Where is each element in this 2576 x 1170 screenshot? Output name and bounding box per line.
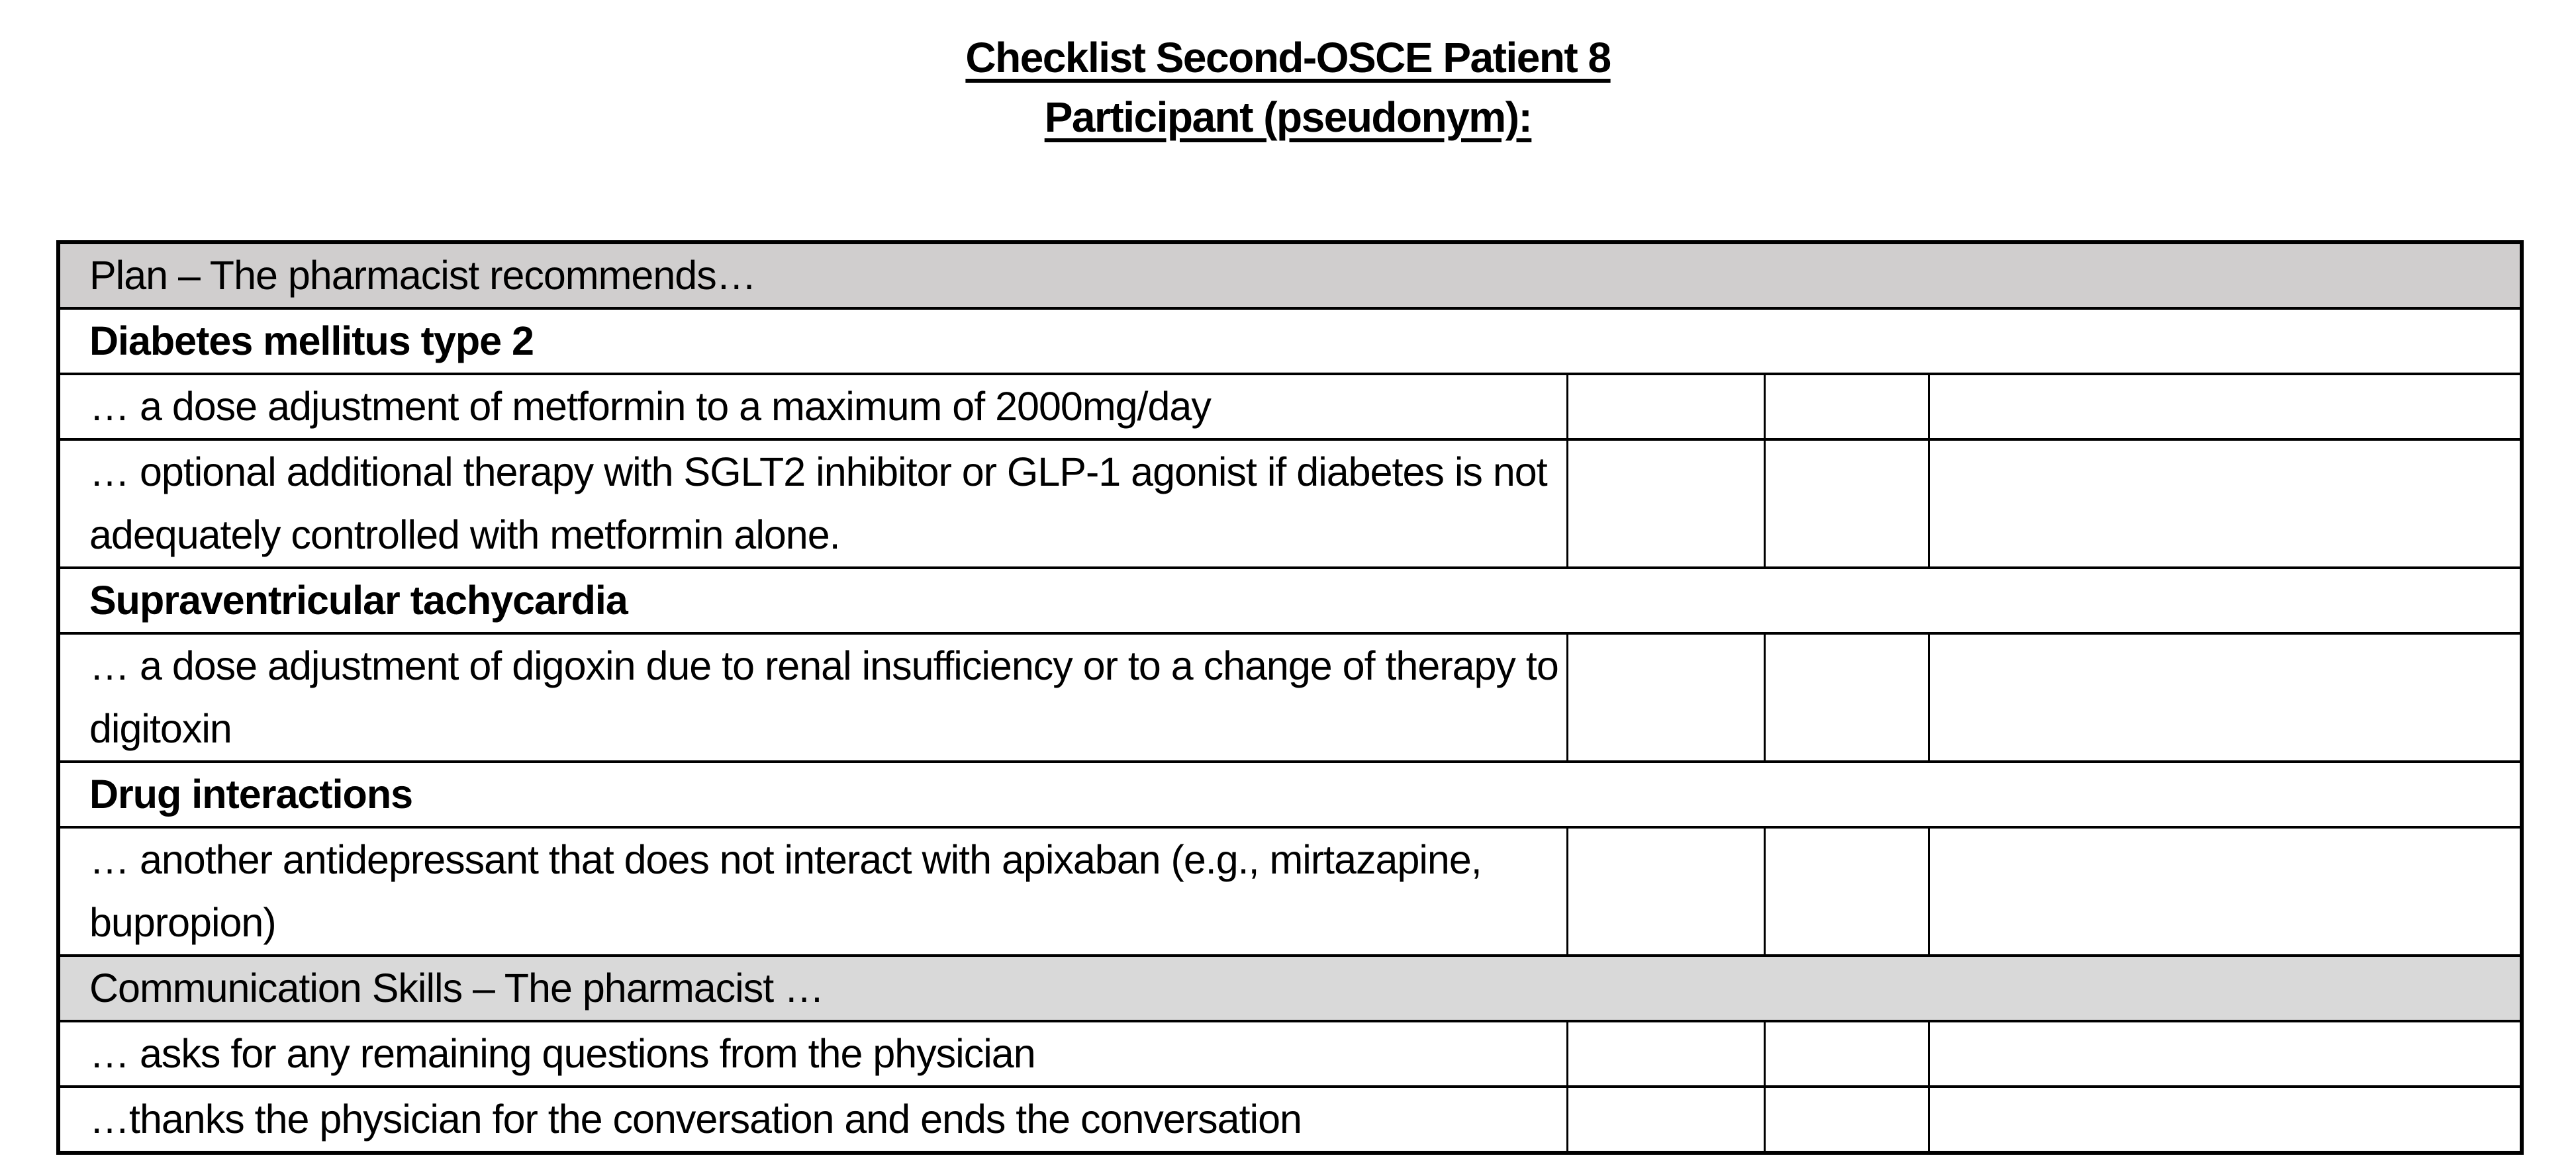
comment-cell[interactable]: [1929, 439, 2522, 568]
document-title: [0, 33, 2576, 82]
group-row-interactions: [58, 762, 2522, 827]
table-row: [58, 827, 2522, 956]
check-cell-1[interactable]: [1567, 827, 1764, 956]
participant-label: [0, 93, 2576, 142]
group-title: Drug interactions: [58, 762, 2522, 827]
check-cell-2[interactable]: [1764, 1021, 1929, 1087]
comment-cell[interactable]: [1929, 374, 2522, 439]
item-text: … a dose adjustment of metformin to a maximum of 2000mg/day: [58, 374, 1567, 439]
section-row-plan: [58, 242, 2522, 308]
table-row: [58, 374, 2522, 439]
item-text: … another antidepressant that does not interact with apixaban (e.g., mirtazapine, bupropion): [58, 827, 1567, 956]
check-cell-1[interactable]: [1567, 1021, 1764, 1087]
comment-cell[interactable]: [1929, 827, 2522, 956]
participant-label-text: Participant (pseudonym):: [1044, 93, 1532, 141]
check-cell-1[interactable]: [1567, 633, 1764, 762]
group-title: Supraventricular tachycardia: [58, 568, 2522, 633]
check-cell-2[interactable]: [1764, 1087, 1929, 1153]
table-row: [58, 633, 2522, 762]
item-text: … a dose adjustment of digoxin due to renal insufficiency or to a change of therapy to digitoxin: [58, 633, 1567, 762]
check-cell-2[interactable]: [1764, 827, 1929, 956]
check-cell-2[interactable]: [1764, 439, 1929, 568]
check-cell-2[interactable]: [1764, 633, 1929, 762]
item-text: … asks for any remaining questions from the physician: [58, 1021, 1567, 1087]
comment-cell[interactable]: [1929, 1087, 2522, 1153]
comment-cell[interactable]: [1929, 1021, 2522, 1087]
group-row-diabetes: [58, 308, 2522, 374]
section-heading: Plan – The pharmacist recommends…: [58, 242, 2522, 308]
check-cell-1[interactable]: [1567, 439, 1764, 568]
item-text: … optional additional therapy with SGLT2 inhibitor or GLP-1 agonist if diabetes is not adequately controlled with metformin alone.: [58, 439, 1567, 568]
check-cell-1[interactable]: [1567, 374, 1764, 439]
title-text: Checklist Second-OSCE Patient 8: [965, 34, 1611, 81]
group-row-svt: [58, 568, 2522, 633]
table-row: [58, 439, 2522, 568]
check-cell-2[interactable]: [1764, 374, 1929, 439]
group-title: Diabetes mellitus type 2: [58, 308, 2522, 374]
section-row-communication: [58, 956, 2522, 1021]
checklist-table: [56, 240, 2524, 1155]
table-row: [58, 1087, 2522, 1153]
check-cell-1[interactable]: [1567, 1087, 1764, 1153]
comment-cell[interactable]: [1929, 633, 2522, 762]
item-text: …thanks the physician for the conversation and ends the conversation: [58, 1087, 1567, 1153]
section-heading: Communication Skills – The pharmacist …: [58, 956, 2522, 1021]
table-row: [58, 1021, 2522, 1087]
